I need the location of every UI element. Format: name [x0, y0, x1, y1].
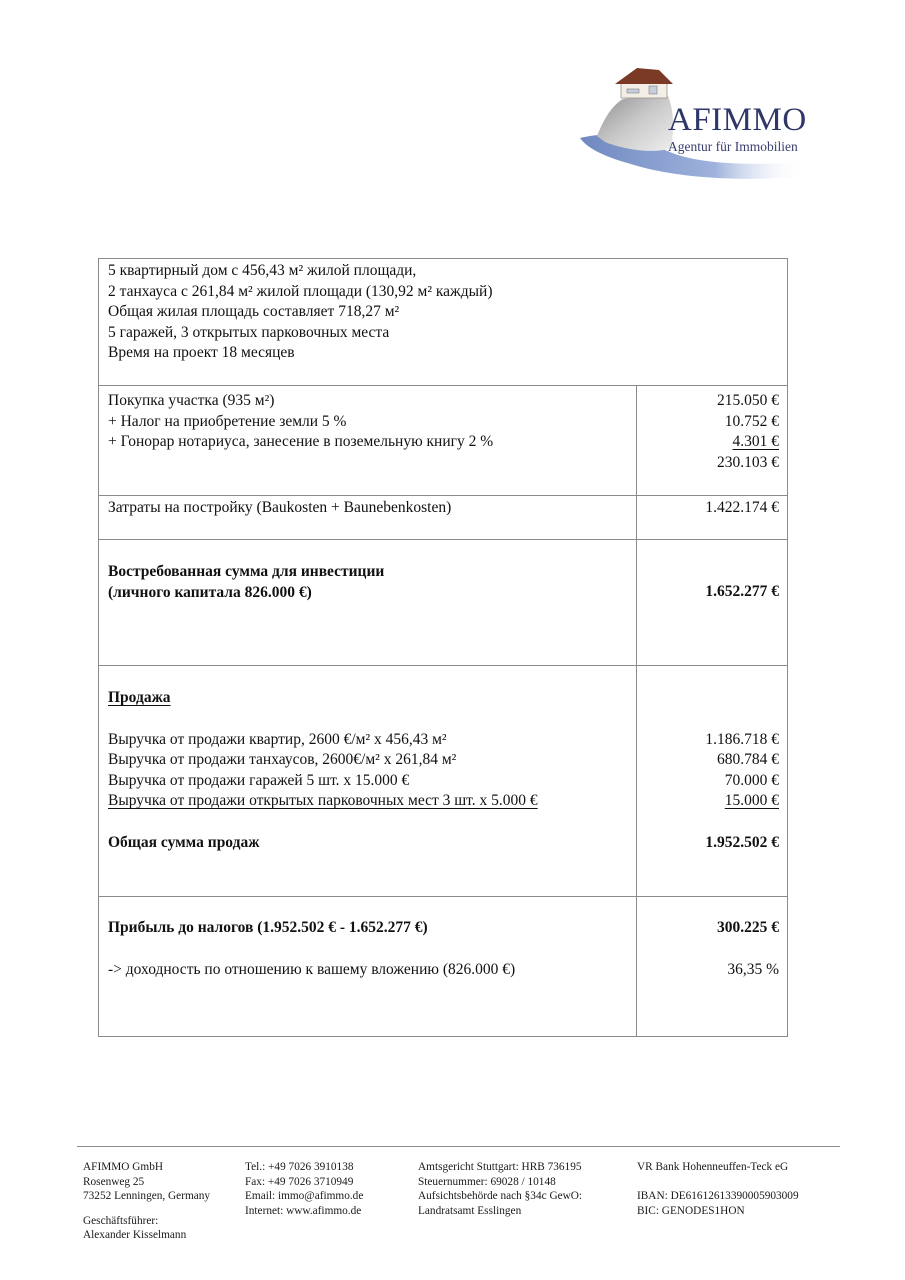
land-item-label: + Налог на приобретение земли 5 %	[108, 412, 347, 430]
sales-item-label: Выручка от продажи квартир, 2600 €/м² x 456,43 м²	[108, 730, 447, 748]
sales-item-value: 1.186.718 €	[705, 730, 779, 748]
supervisory-authority-label: Aufsichtsbehörde nach §34c GewO:	[418, 1190, 583, 1203]
land-total-value: 230.103 €	[717, 453, 779, 471]
land-item-value: 215.050 €	[717, 392, 779, 409]
investment-calculation-table	[98, 258, 788, 1037]
sales-total-label: Общая сумма продаж	[108, 833, 260, 851]
phone-text: Tel.: +49 7026 3910138	[245, 1161, 354, 1173]
sales-values	[637, 666, 788, 897]
footer-divider	[77, 1146, 840, 1147]
project-description-row	[99, 259, 788, 386]
land-item-value: 10.752 €	[724, 412, 779, 430]
investment-required-value: 1.652.277 €	[637, 540, 788, 666]
bank-name: VR Bank Hohenneuffen-Teck eG	[637, 1161, 789, 1173]
land-purchase-row	[99, 386, 788, 496]
sales-item-value: 15.000 €	[724, 792, 779, 809]
sales-labels	[99, 666, 637, 897]
yield-label: -> доходность по отношению к вашему вложению (826.000 €)	[108, 960, 516, 978]
investment-label-line2: (личного капитала 826.000 €)	[108, 583, 312, 601]
profit-value: 300.225 €	[717, 919, 779, 936]
construction-cost-label: Затраты на постройку (Baukosten + Baunebenkosten)	[99, 496, 637, 540]
tax-number: Steuernummer: 69028 / 10148	[418, 1175, 556, 1188]
yield-value: 36,35 %	[727, 960, 779, 978]
land-purchase-labels	[99, 386, 637, 496]
footer-bank-column	[637, 1160, 799, 1218]
sales-item-label: Выручка от продажи танхаусов, 2600€/м² x 261,84 м²	[108, 751, 457, 768]
profit-values	[637, 897, 788, 1037]
land-item-value: 4.301 €	[732, 433, 779, 450]
company-name: AFIMMO GmbH	[83, 1161, 164, 1173]
sales-total-value: 1.952.502 €	[705, 833, 779, 851]
bank-iban: IBAN: DE61612613390005903009	[637, 1190, 799, 1203]
land-item-label: + Гонорар нотариуса, занесение в поземельную книгу 2 %	[108, 433, 494, 450]
website-link[interactable]: Internet: www.afimmo.de	[245, 1204, 362, 1217]
logo-name: AFIMMO	[668, 102, 807, 138]
manager-title: Geschäftsführer:	[83, 1214, 159, 1227]
description-line: 5 гаражей, 3 открытых парковочных места	[108, 323, 390, 341]
construction-cost-value: 1.422.174 €	[637, 496, 788, 540]
land-item-label: Покупка участка (935 м²)	[108, 392, 275, 409]
company-street: Rosenweg 25	[83, 1175, 145, 1188]
footer-legal-column	[418, 1160, 582, 1218]
sales-item-label: Выручка от продажи гаражей 5 шт. x 15.000 €	[108, 771, 410, 789]
description-line: 5 квартирный дом с 456,43 м² жилой площади,	[108, 262, 417, 279]
logo-tagline: Agentur für Immobilien	[668, 139, 798, 154]
fax-text: Fax: +49 7026 3710949	[245, 1175, 354, 1188]
supervisory-authority: Landratsamt Esslingen	[418, 1204, 522, 1217]
construction-cost-row	[99, 496, 788, 540]
description-line: 2 танхауса с 261,84 м² жилой площади (130,92 м² каждый)	[108, 282, 493, 300]
footer-company-column	[83, 1160, 210, 1243]
investment-required-label	[99, 540, 637, 666]
description-line: Время на проект 18 месяцев	[108, 344, 295, 361]
profit-label: Прибыль до налогов (1.952.502 € - 1.652.277 €)	[108, 919, 428, 936]
profit-row	[99, 897, 788, 1037]
land-purchase-values	[637, 386, 788, 496]
bank-bic: BIC: GENODES1HON	[637, 1204, 745, 1217]
investment-label-line1: Востребованная сумма для инвестиции	[108, 563, 385, 580]
company-logo	[575, 66, 810, 186]
sales-heading: Продажа	[108, 689, 171, 706]
project-description-cell	[99, 259, 788, 386]
footer-contact-column	[245, 1160, 363, 1218]
description-line: Общая жилая площадь составляет 718,27 м²	[108, 303, 400, 320]
sales-item-value: 70.000 €	[724, 771, 779, 789]
manager-name: Alexander Kisselmann	[83, 1229, 187, 1242]
email-link[interactable]: Email: immo@afimmo.de	[245, 1190, 364, 1203]
sales-item-label: Выручка от продажи открытых парковочных мест 3 шт. x 5.000 €	[108, 792, 538, 809]
sales-row	[99, 666, 788, 897]
court-registration: Amtsgericht Stuttgart: HRB 736195	[418, 1161, 582, 1173]
profit-labels	[99, 897, 637, 1037]
investment-required-row	[99, 540, 788, 666]
sales-item-value: 680.784 €	[717, 751, 779, 768]
company-city: 73252 Lenningen, Germany	[83, 1190, 211, 1203]
